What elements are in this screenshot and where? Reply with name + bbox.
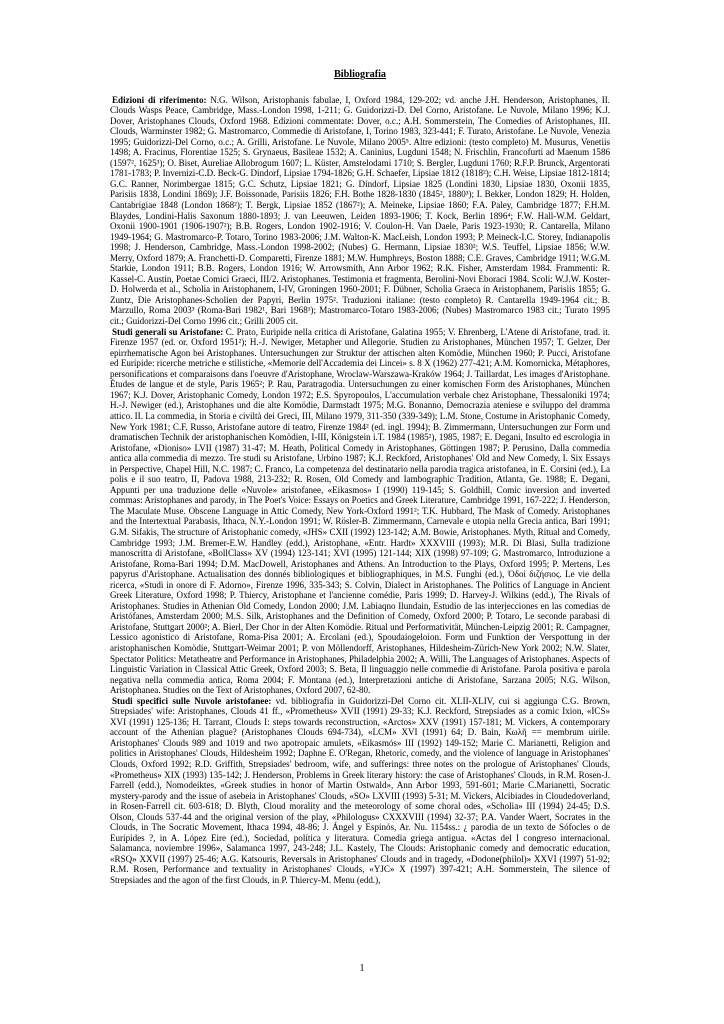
section-studi-specifici (110, 696, 610, 886)
section-edizioni (110, 95, 610, 327)
section-heading: Studi specifici sulle Nuvole aristofanee: (112, 695, 272, 706)
section-body: N.G. Wilson, Aristophanis fabulae, I, Oxford 1984, 129-202; vd. anche J.H. Henderson, Aristophanes, II. Clouds Wasps Peace, Cambridge, Mass.-London 1998, 1-211; G. Guidorizzi-D. Del Corno, Aristofane. Le Nuvole, Milano 1996; K.J. Dover, Aristophanes Clouds, Oxford 1968. Edizioni commentate: Dover, o.c.; A.H. Sommerstein, The Comedies of Aristophanes, III. Clouds, Warminster 1982; G. Mastromarco, Commedie di Aristofane, I, Torino 1983, 323-441; F. Turato, Aristofane. Le Nuvole, Venezia 1995; Guidorizzi-Del Corno, o.c.; A. Grilli, Aristofane. Le Nuvole, Milano 2005⁵. Altre edizioni: (testo completo) M. Musurus, Venetiis 1498; A. Fracinus, Florentiae 1525; S. Grynaeus, Basileae 1532; A. Caninius, Lugduni 1548; N. Frischlin, Francofurti ad Maenum 1586 (1597², 1625³); O. Biset, Aureliae Allobrogum 1607; L. Küster, Amstelodami 1710; S. Bergler, Lugduni 1760; R.F.P. Brunck, Argentorati 1781-1783; P. Invernizi-C.D. Beck-G. Dindorf, Lipsiae 1794-1826; G.H. Schaefer, Lipsiae 1812 (1818²); C.H. Weise, Lipsiae 1812-1814; G.C. Ranner, Norimbergae 1815; G.C. Schutz, Lipsiae 1821; G. Dindorf, Lipsiae 1825 (Londini 1830, Lipsiae 1830, Oxonii 1835, Parisiis 1838, Londini 1869); J.F. Boissonade, Parisiis 1826; F.H. Bothe 1828-1830 (1845², 1880³); I. Bekker, London 1829; H. Holden, Cantabrigiae 1848 (London 1868²); T. Bergk, Lipsiae 1852 (1867²); A. Meineke, Lipsiae 1860; F.A. Paley, Cambridge 1877; F.H.M. Blaydes, Londini-Halis Saxonum 1880-1893; J. van Leeuwen, Leiden 1893-1906; T. Kock, Berlin 1896⁴; F.W. Hall-W.M. Geldart, Oxonii 1900-1901 (1906-1907²); B.B. Rogers, London 1902-1916; V. Coulon-H. Van Daele, Paris 1923-1930; R. Cantarella, Milano 1949-1964; G. Mastromarco-P. Totaro, Torino 1983-2006; J.M. Walton-K. MacLeish, London 1993; P. Meineck-I.C. Storey, Indianapolis 1998; J. Henderson, Cambridge, Mass.-London 1998-2002; (Nubes) G. Hermann, Lipsiae 1830²; W.S. Teuffel, Lipsiae 1856; W.W. Merry, Oxford 1879; A. Franchetti-D. Comparetti, Firenze 1881; M.W. Humphreys, Boston 1888; C.E. Graves, Cambridge 1911; W.G.M. Starkie, London 1911; B.B. Rogers, London 1916; W. Arrowsmith, Ann Arbor 1962; R.K. Fisher, Amsterdam 1984. Frammenti: R. Kassel-C. Austin, Poetae Comici Graeci, III/2. Aristophanes. Testimonia et fragmenta, Berolini-Novi Eboraci 1984. Scoli: W.J.W. Koster-D. Holwerda et al., Scholia in Aristophanem, I-IV, Groningen 1960-2001; F. Dübner, Scholia Graeca in Aristophanem, Parisiis 1855; G. Zuntz, Die Aristophanes-Scholien der Papyri, Berlin 1975². Traduzioni italiane: (testo completo) R. Cantarella 1949-1964 cit.; B. Marzullo, Roma 2003³ (Roma-Bari 1982¹, Bari 1968¹); Mastromarco-Totaro 1983-2006; (Nubes) Mastromarco 1983 cit.; Turato 1995 cit.; Guidorizzi-Del Corno 1996 cit.; Grilli 2005 cit. (110, 94, 610, 327)
section-body: vd. bibliografia in Guidorizzi-Del Corno cit. XLII-XLIV, cui si aggiunga C.G. Brown, Strepsiades' wife: Aristophanes, Clouds 41 ff., «Prometheus» XVII (1991) 29-33; K.J. Reckford, Strepsiades as a comic Ixion, «ICS» XVI (1991) 125-136; H. Tarrant, Clouds I: steps towards reconstruction, «Arctos» XXV (1991) 157-181; M. Vickers, A contemporary account of the Athenian plague? (Aristophanes Clouds 694-734), «LCM» XVI (1991) 64; D. Bain, Κωλῆ == membrum uirile. Aristophanes' Clouds 989 and 1019 and two apotropaic amulets, «Eikasmós» III (1992) 149-152; Marie C. Marianetti, Religion and politics in Aristophanes' Clouds, Hildesheim 1992; Daphne E. O'Regan, Rhetoric, comedy, and the violence of language in Aristophanes' Clouds, Oxford 1992; R.D. Griffith, Strepsiades' bedroom, wife, and sufferings: three notes on the prologue of Aristophanes' Clouds, «Prometheus» XIX (1993) 135-142; J. Henderson, Problems in Greek literary history: the case of Aristophanes' Clouds, in R.M. Rosen-J. Farrell (edd.), Nomodeiktes, «Greek studies in honor of Martin Ostwald», Ann Arbor 1993, 591-601; Marie C.Marianetti, Socratic mystery-parody and the issue of asebeia in Aristophanes' Clouds, «SO» LXVIII (1993) 5-31; M. Vickers, Alcibiades in Cloudedoverland, in Rosen-Farrell cit. 603-618; D. Blyth, Cloud morality and the meteorology of some choral odes, «Scholia» III (1994) 24-45; D.S. Olson, Clouds 537-44 and the original version of the play, «Philologus» CXXXVIII (1994) 32-37; P.A. Vander Waert, Socrates in the Clouds, in The Socratic Movement, Ithaca 1994, 48-86; J. Ángel y Espinós, Ar. Nu. 1154ss.: ¿ parodia de un texto de Sófocles o de Eurípides ?, in A. López Eire (ed.), Sociedad, política y literatura. Comedia griega antigua. «Actas del I congreso internacional. Salamanca, noviembre 1996», Salamanca 1997, 243-248; J.L. Kastely, The Clouds: Aristophanic comedy and democratic education, «RSQ» XXVII (1997) 25-46; A.G. Katsouris, Reversals in Aristophanes' Clouds and in tragedy, «Dodone(philol)» XXVI (1997) 51-92; R.M. Rosen, Performance and textuality in Aristophanes' Clouds, «YJC» X (1997) 397-421; A.H. Sommerstein, The silence of Strepsiades and the agon of the first Clouds, in P. Thiercy-M. Menu (edd.), (110, 695, 610, 886)
page-title: Bibliografia (333, 69, 387, 80)
section-heading: Edizioni di riferimento: (112, 94, 207, 105)
page-number: 1 (359, 963, 365, 974)
section-studi-generali (110, 327, 610, 696)
bibliography-page (110, 70, 610, 886)
section-body: C. Prato, Euripide nella critica di Aristofane, Galatina 1955; V. Ehrenberg, L'Atene di Aristofane, trad. it. Firenze 1957 (ed. or. Oxford 1951²); H.-J. Newiger, Metapher und Allegorie. Studien zu Aristophanes, München 1957; T. Gelzer, Der epirrhematische Agon bei Aristophanes. Untersuchungen zur Struktur der attischen alten Komödie, München 1960; P. Pucci, Aristofane ed Euripide: ricerche metriche e stilistiche, «Memorie dell'Accademia dei Lincei» s. 8 X (1962) 277-421; A.M. Komornicka, Métaphores, personifications et comparaisons dans l'oeuvre d'Aristophane, Wroclaw-Warszawa-Kraków 1964; J. Taillardat, Les images d'Aristophane. Études de langue et de style, Paris 1965²; P. Rau, Paratragodia. Untersuchungen zu einer komischen Form des Aristophanes, München 1967; K.J. Dover, Aristophanic Comedy, London 1972; E.S. Spyropoulos, L'accumulation verbale chez Aristophane, Thessaloniki 1974; H.-J. Newiger (ed.), Aristophanes und die alte Komödie, Darmstadt 1975; M.G. Bonanno, Democrazia ateniese e sviluppo del dramma attico. II. La commedia, in Storia e civiltà dei Greci, III, Milano 1979, 311-350 (339-349); L.M. Stone, Costume in Aristophanic Comedy, New York 1981; C.F. Russo, Aristofane autore di teatro, Firenze 1984² (ed. ingl. 1994); B. Zimmermann, Untersuchungen zur Form und dramatischen Technik der aristophanischen Komödien, I-III, Königstein i.T. 1984 (1985²), 1985, 1987; E. Degani, Insulto ed escrologia in Aristofane, «Dioniso» LVII (1987) 31-47; M. Heath, Political Comedy in Aristophanes, Göttingen 1987; P. Perusino, Dalla commedia antica alla commedia di mezzo. Tre studi su Aristofane, Urbino 1987; K.J. Reckford, Aristophanes' Old and New Comedy, I. Six Essays in Perspective, Chapel Hill, N.C. 1987; C. Franco, La competenza del destinatario nella parodia tragica aristofanea, in E. Corsini (ed.), La polis e il suo teatro, II, Padova 1988, 213-232; R. Rosen, Old Comedy and Iambographic Tradition, Atlanta, Ge. 1988; E. Degani, Appunti per una traduzione delle «Nuvole» aristofanee, «Eikasmos» I (1990) 119-145; S. Goldhill, Comic inversion and inverted commas: Aristophanes and parody, in The Poet's Voice: Essays on Poetics and Greek Literature, Cambridge 1991, 167-222; J. Henderson, The Maculate Muse. Obscene Language in Attic Comedy, New York-Oxford 1991²; T.K. Hubbard, The Mask of Comedy. Aristophanes and the Intertextual Parabasis, Ithaca, N.Y.-London 1991; W. Rösler-B. Zimmermann, Carnevale e utopia nella Grecia antica, Bari 1991; G.M. Sifakis, The structure of Aristophanic comedy, «JHS» CXII (1992) 123-142; A.M. Bowie, Aristophanes. Myth, Ritual and Comedy, Cambridge 1993; J.M. Bremer-E.W. Handley (edd.), Aristophane, «Entr. Hardt» XXXVIII (1993); M.R. Di Blasi, Sulla tradizione manoscritta di Aristofane, «BollClass» XV (1994) 123-141; XVI (1995) 121-144; XIX (1998) 97-109; G. Mastromarco, Introduzione a Aristofane, Roma-Bari 1994; D.M. MacDowell, Aristophanes and Athens. An Introduction to the Plays, Oxford 1995; P. Mertens, Les papyrus d'Aristophane. Actualisation des donnés bibliologiques et bibliographiques, in M.S. Funghi (ed.), Ὁδοὶ διζήσιος. Le vie della ricerca, «Studi in onore di F. Adorno», Firenze 1996, 335-343; S. Colvin, Dialect in Aristophanes. The Politics of Language in Ancient Greek Literature, Oxford 1998; P. Thiercy, Aristophane et l'ancienne comédie, Paris 1999; D. Harvey-J. Wilkins (edd.), The Rivals of Aristophanes. Studies in Athenian Old Comedy, London 2000; J.M. Labiaqno Ilundain, Estudio de las interjecciones en las comedias de Aristófanes, Amsterdam 2000; M.S. Silk, Aristophanes and the Definition of Comedy, Oxford 2000; P. Totaro, Le seconde parabasi di Aristofane, Stuttgart 2000²; A. Bierl, Der Chor in der Alten Komödie. Ritual und Performativität, München-Leipzig 2001; R. Campagner, Lessico agonistico di Aristofane, Roma-Pisa 2001; A. Ercolani (ed.), Spoudaiogeloion. Form und Funktion der Verspottung in der aristophanischen Komödie, Stuttgart-Weimar 2001; P. von Möllendorff, Aristophanes, Hildesheim-Zürich-New York 2002; N.W. Slater, Spectator Politics: Metatheatre and Performance in Aristophanes, Philadelphia 2002; A. Willi, The Languages of Aristophanes. Aspects of Linguistic Variation in Classical Attic Greek, Oxford 2003; S. Beta, Il linguaggio nelle commedie di Aristofane. Parola positiva e parola negativa nella commedia antica, Roma 2004; F. Montana (ed.), Interpretazioni antiche di Aristofane, Sarzana 2005; N.G. Wilson, Aristophanea. Studies on the Text of Aristophanes, Oxford 2007, 62-80. (110, 326, 610, 696)
section-heading: Studi generali su Aristofane: (112, 326, 224, 337)
